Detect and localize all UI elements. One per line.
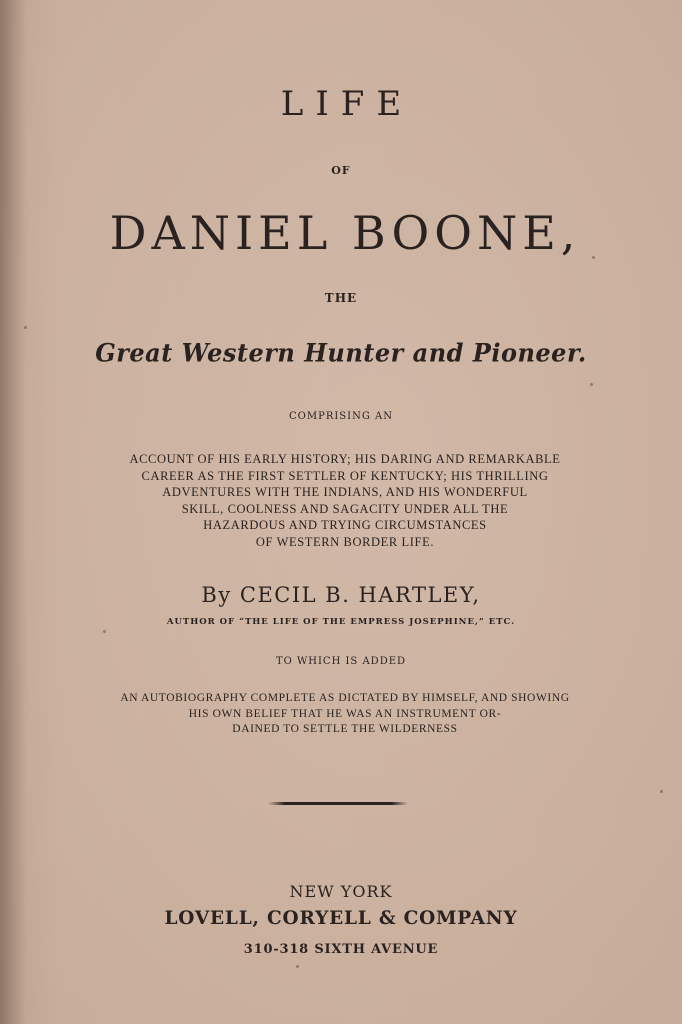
author-credits: AUTHOR OF “THE LIFE OF THE EMPRESS JOSEPHINE,” ETC. (166, 617, 516, 627)
imprint-city: NEW YORK (289, 882, 393, 901)
description-line: ACCOUNT OF HIS EARLY HISTORY; HIS DARING AND REMARKABLE (129, 452, 561, 466)
decorative-rule (268, 802, 408, 805)
subtitle: Great Western Hunter and Pioneer. (95, 337, 587, 368)
description-line: SKILL, COOLNESS AND SAGACITY UNDER ALL THE (181, 501, 509, 516)
imprint-address: 310-318 SIXTH AVENUE (243, 942, 439, 957)
gutter-shadow (0, 0, 26, 1024)
imprint-publisher: LOVELL, CORYELL & COMPANY (164, 908, 518, 929)
title-life: LIFE (280, 84, 414, 124)
description-line: OF WESTERN BORDER LIFE. (255, 534, 435, 549)
description-line: ADVENTURES WITH THE INDIANS, AND HIS WONDERFUL (162, 485, 528, 499)
paper-speck (660, 790, 663, 793)
comprising-label: COMPRISING AN (289, 411, 393, 422)
autobiography-line: HIS OWN BELIEF THAT HE WAS AN INSTRUMENT OR- (188, 707, 502, 720)
paper-speck (24, 326, 27, 329)
description-block (80, 451, 610, 550)
autobiography-line: DAINED TO SETTLE THE WILDERNESS (232, 723, 458, 735)
description-line: CAREER AS THE FIRST SETTLER OF KENTUCKY; HIS THRILLING (141, 468, 549, 483)
title-name: DANIEL BOONE, (109, 206, 581, 260)
title-of: OF (331, 164, 351, 177)
author-byline: By CECIL B. HARTLEY, (201, 583, 481, 607)
added-label: TO WHICH IS ADDED (275, 656, 407, 667)
paper-speck (296, 965, 299, 968)
paper-speck (590, 383, 593, 386)
autobiography-block (90, 691, 600, 738)
description-line: HAZARDOUS AND TRYING CIRCUMSTANCES (203, 518, 487, 532)
title-the: THE (324, 291, 358, 305)
paper-speck (103, 630, 106, 633)
autobiography-line: AN AUTOBIOGRAPHY COMPLETE AS DICTATED BY HIMSELF, AND SHOWING (120, 692, 570, 704)
